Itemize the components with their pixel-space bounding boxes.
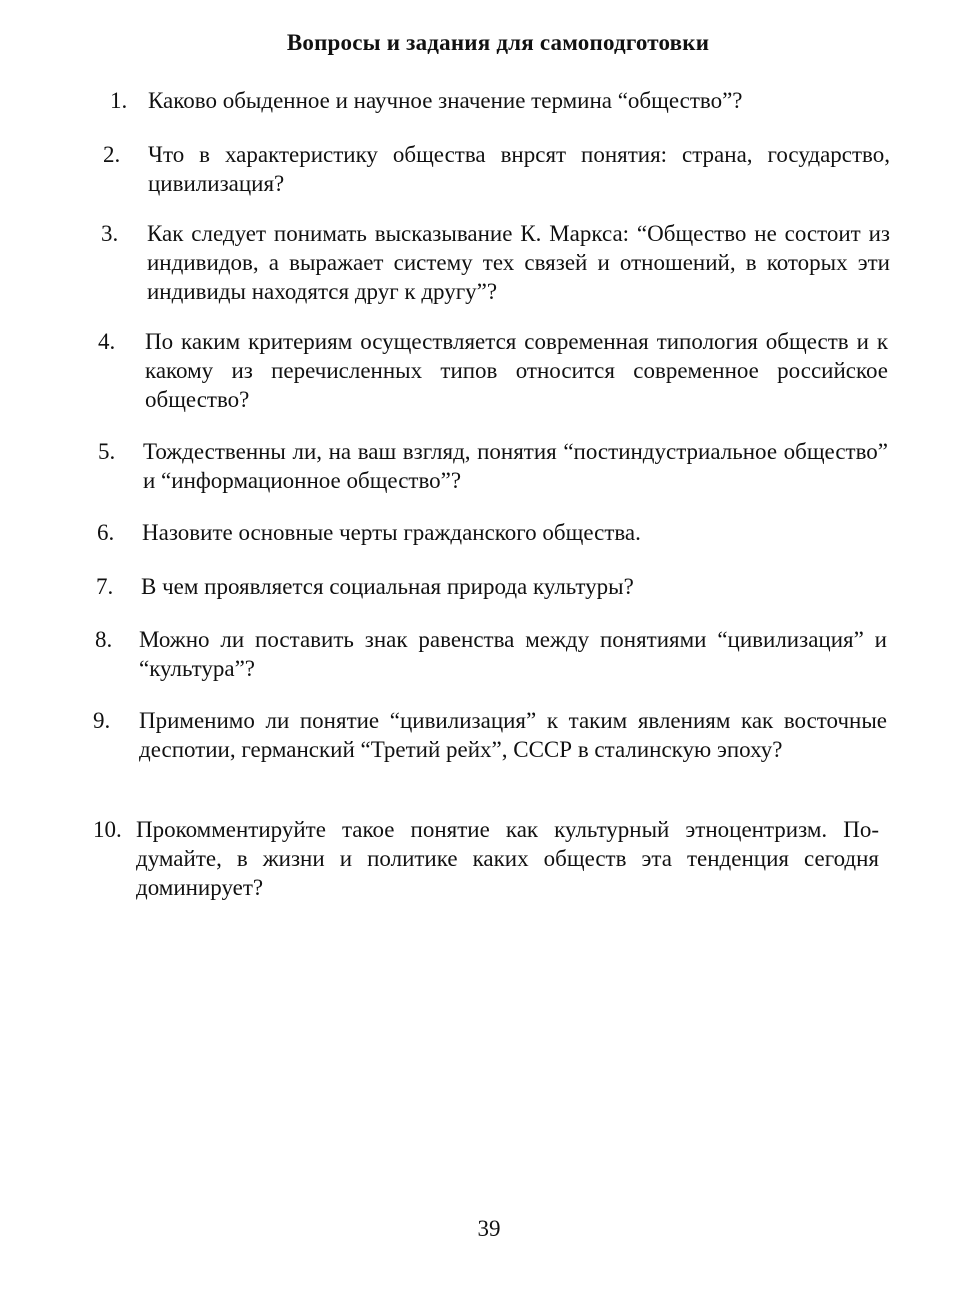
question-text: По каким критериям осуществляется современная типология обществ и к какому из перечисленных типов относится современное российское общество? — [145, 329, 888, 412]
question-item — [98, 327, 888, 417]
question-item — [97, 518, 887, 548]
question-number: 6. — [97, 520, 115, 545]
question-text: Каково обыденное и научное значение термина “общество”? — [148, 88, 743, 113]
question-item — [96, 572, 886, 602]
question-number: 2. — [103, 142, 121, 167]
question-item — [93, 815, 887, 905]
question-number: 3. — [101, 221, 119, 246]
question-text: Тождественны ли, на ваш взгляд, понятия “постиндустриальное общество” и “информационное общество”? — [143, 439, 888, 493]
question-text: Применимо ли понятие “цивилизация” к таким явлениям как восточные деспотии, германский “Третий рейх”, СССР в сталинскую эпоху? — [139, 708, 887, 762]
question-text: В чем проявляется социальная природа культуры? — [141, 574, 634, 599]
question-number: 5. — [98, 439, 116, 464]
question-number: 4. — [98, 329, 116, 354]
page-title: Вопросы и задания для самоподготовки — [286, 30, 710, 55]
question-text: Что в характеристику общества внрсят понятия: страна, государство, цивилизация? — [148, 142, 890, 196]
question-text: Прокомментируйте такое понятие как культурный этноцентризм. Подумайте, в жизни и политике каких обществ эта тенденция сегодня доминирует? — [136, 817, 879, 900]
question-number: 9. — [93, 708, 111, 733]
question-text: Как следует понимать высказывание К. Маркса: “Общество не состоит из индивидов, а выражает систему тех связей и отношений, в которых эти индивиды находятся друг к другу”? — [147, 221, 890, 304]
question-item — [101, 219, 890, 309]
question-number: 10. — [93, 817, 122, 842]
question-item — [93, 706, 887, 796]
question-item — [110, 86, 890, 116]
question-text: Можно ли поставить знак равенства между понятиями “цивилизация” и “культура”? — [139, 627, 887, 681]
page-number: 39 — [477, 1216, 501, 1241]
question-number: 7. — [96, 574, 114, 599]
question-text: Назовите основные черты гражданского общества. — [142, 520, 641, 545]
question-item — [98, 437, 888, 497]
question-number: 8. — [95, 627, 113, 652]
question-item — [103, 140, 890, 200]
question-number: 1. — [110, 88, 128, 113]
question-item — [95, 625, 887, 685]
